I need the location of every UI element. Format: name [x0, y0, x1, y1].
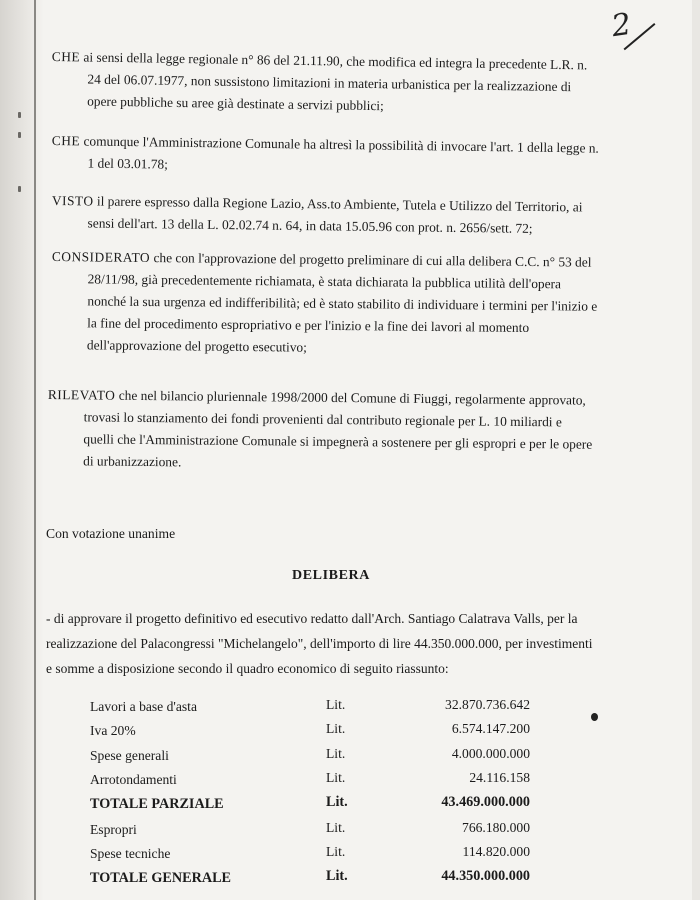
cost-label: Iva 20% — [90, 723, 136, 739]
delibera-title: DELIBERA — [292, 568, 370, 583]
cost-currency: Lit. — [326, 721, 346, 737]
delibera-body — [46, 606, 593, 681]
clause-line: di urbanizzazione. — [83, 453, 182, 470]
cost-label: Espropri — [90, 821, 137, 837]
clause-text: ai sensi della legge regionale n° 86 del 21.11.90, che modifica ed integra la precedente L.R. n. — [83, 49, 588, 73]
clause-keyword: CHE — [51, 132, 81, 149]
cost-label: Lavori a base d'asta — [90, 698, 197, 714]
cost-amount: 4.000.000.000 — [451, 745, 530, 761]
clause-line: la fine del procedimento espropriativo e per l'inizio e la fine dei lavori al momento — [87, 315, 530, 336]
clause-che-2 — [51, 130, 599, 182]
cost-row — [90, 840, 530, 865]
clause-text: comunque l'Amministrazione Comunale ha altresì la possibilità di invocare l'art. 1 della legge n. — [83, 133, 599, 156]
page-number-text: 2 — [609, 6, 634, 45]
margin-mark — [18, 112, 21, 118]
cost-currency: Lit. — [326, 696, 346, 712]
cost-table — [90, 692, 530, 889]
clause-line: dell'approvazione del progetto esecutivo; — [86, 337, 307, 355]
cost-row — [90, 692, 530, 717]
margin-mark — [18, 186, 21, 192]
cost-currency: Lit. — [326, 819, 346, 835]
votazione-text: Con votazione unanime — [46, 526, 176, 541]
clause-che-1 — [51, 46, 587, 120]
delibera-line: e somme a disposizione secondo il quadro economico di seguito riassunto: — [46, 661, 449, 676]
clause-considerato — [51, 246, 598, 362]
clause-line: sensi dell'art. 13 della L. 02.02.74 n. 64, in data 15.05.96 con prot. n. 2656/sett. 72; — [87, 215, 533, 236]
cost-currency: Lit. — [326, 793, 348, 810]
cost-amount: 32.870.736.642 — [445, 696, 530, 712]
cost-row — [90, 766, 530, 791]
cost-amount: 114.820.000 — [462, 844, 530, 860]
clause-line: nonché la sua urgenza ed indifferibilità; ed è stato stabilito di individuare i termini per l'inizio e — [87, 293, 598, 314]
clause-line: 1 del 03.01.78; — [87, 155, 168, 172]
cost-amount: 766.180.000 — [462, 819, 530, 835]
clause-keyword: RILEVATO — [47, 386, 116, 403]
cost-amount: 24.116.158 — [469, 770, 530, 786]
cost-row — [90, 815, 530, 840]
clause-text: che nel bilancio pluriennale 1998/2000 del Comune di Fiuggi, regolarmente approvato, — [118, 387, 586, 408]
clause-text: che con l'approvazione del progetto preliminare di cui alla delibera C.C. n° 53 del — [153, 250, 592, 270]
cost-currency: Lit. — [326, 867, 348, 884]
cost-label: Arrotondamenti — [90, 772, 177, 788]
cost-label: TOTALE GENERALE — [90, 869, 231, 886]
clause-text: il parere espresso dalla Regione Lazio, Ass.to Ambiente, Tutela e Utilizzo del Territorio, ai — [96, 193, 583, 215]
clause-line: trovasi lo stanziamento dei fondi provenienti dal contributo regionale per L. 10 miliardi e — [83, 409, 562, 430]
cost-label: Spese generali — [90, 747, 169, 763]
clause-rilevato — [47, 384, 593, 478]
cost-currency: Lit. — [326, 844, 346, 860]
cost-currency: Lit. — [326, 770, 346, 786]
cost-label: Spese tecniche — [90, 846, 171, 862]
cost-amount: 43.469.000.000 — [441, 793, 530, 810]
binding-spine — [34, 0, 36, 900]
clause-visto — [51, 190, 582, 240]
cost-amount: 6.574.147.200 — [451, 721, 530, 737]
ink-speck — [591, 713, 598, 721]
cost-row-totale-generale — [90, 864, 530, 889]
handwritten-page-number — [609, 3, 662, 49]
cost-row — [90, 741, 530, 766]
binding-edge — [0, 0, 44, 900]
delibera-line: realizzazione del Palacongressi "Michelangelo", dell'importo di lire 44.350.000.000, per investimenti — [46, 636, 593, 651]
clause-line: opere pubbliche su aree già destinate a servizi pubblici; — [87, 93, 384, 114]
clause-line: 24 del 06.07.1977, non sussistono limitazioni in materia urbanistica per la realizzazione di — [87, 71, 572, 95]
clause-keyword: VISTO — [51, 192, 94, 209]
margin-mark — [18, 132, 21, 138]
clause-line: 28/11/98, già precedentemente richiamata, è stata dichiarata la pubblica utilità dell'opera — [87, 271, 562, 292]
cost-row-total-parziale — [90, 790, 530, 815]
cost-row — [90, 717, 530, 742]
delibera-line: - di approvare il progetto definitivo ed esecutivo redatto dall'Arch. Santiago Calatrava Valls, per la — [46, 611, 578, 626]
cost-amount: 44.350.000.000 — [441, 867, 530, 884]
cost-currency: Lit. — [326, 745, 346, 761]
clause-keyword: CHE — [51, 48, 81, 65]
cost-label: TOTALE PARZIALE — [90, 795, 224, 812]
clause-line: quelli che l'Amministrazione Comunale si impegnerà a sostenere per gli espropri e per le opere — [83, 431, 593, 452]
clause-keyword: CONSIDERATO — [51, 248, 151, 266]
